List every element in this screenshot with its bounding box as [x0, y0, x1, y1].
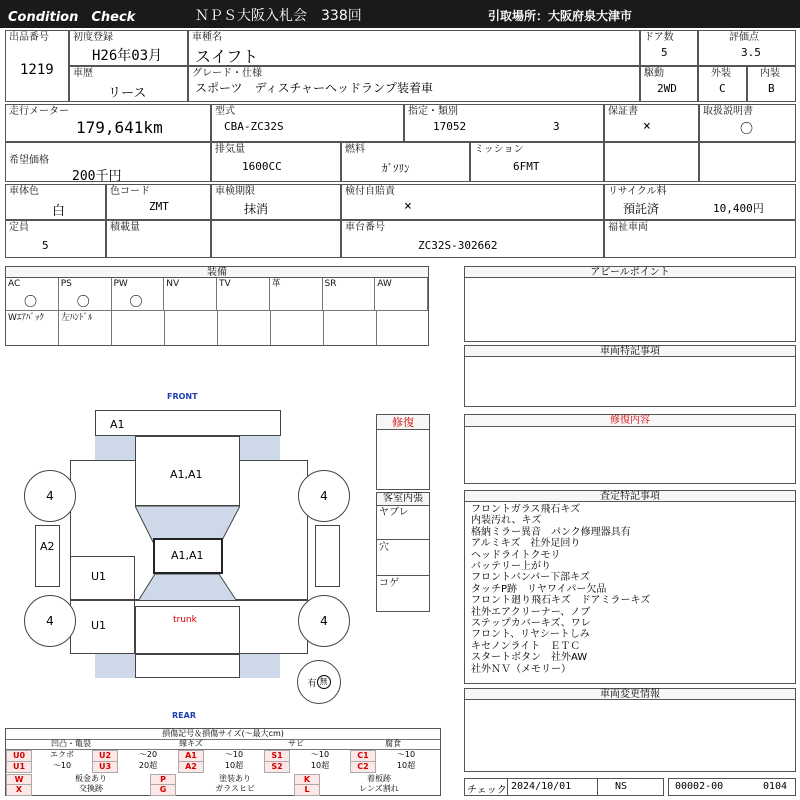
tire-front-left: 4 — [24, 470, 76, 522]
change-info-title: 車両変更情報 — [465, 689, 795, 700]
hood-mark: A1 — [110, 418, 125, 431]
rear-right-quarter-blue — [240, 654, 280, 678]
legend-meaning: 交換跡 — [79, 784, 103, 793]
footer-number: 0104 — [763, 781, 788, 792]
recycle-label: リサイクル料 — [608, 186, 667, 197]
footer-code-value: 00002-00 — [675, 781, 724, 792]
score-label: 評価点 — [729, 32, 759, 43]
inspection-cell — [211, 184, 341, 220]
inspection-notes-panel — [464, 490, 796, 684]
odometer-label: 走行メーター — [9, 106, 69, 117]
displacement-value: 1600CC — [242, 160, 282, 173]
equipment-cell-2 — [59, 278, 112, 311]
inspection-note-line: フロントバンパー下部キズ — [471, 572, 590, 584]
legend-code: S1 — [264, 750, 290, 762]
footer-check — [464, 778, 664, 796]
exterior-value: C — [719, 82, 726, 95]
cabin-item-hole: 穴 — [379, 542, 389, 553]
exterior-label: 外装 — [711, 68, 731, 79]
chassis-cell — [341, 220, 604, 258]
equipment-cell-7 — [323, 278, 376, 311]
date-divider — [597, 779, 598, 795]
equipment-col-value: 〇 — [24, 295, 38, 310]
legend-code: L — [294, 784, 320, 796]
equipment-extra-label: 左ﾊﾝﾄﾞﾙ — [61, 313, 93, 323]
trunk-panel — [135, 606, 240, 654]
color-code-label: 色コード — [110, 186, 150, 197]
legend-code: U2 — [92, 750, 118, 762]
fuel-label: 燃料 — [345, 144, 365, 155]
special-title: 車両特記事項 — [465, 346, 795, 357]
rear-left-quarter-mark: U1 — [91, 619, 107, 632]
legend-panel — [5, 728, 441, 796]
exterior-cell — [698, 66, 747, 102]
legend-groups — [6, 739, 440, 749]
recycle-status: 預託済 — [623, 202, 660, 216]
inspection-note-line: ステップカバーキズ、ワレ — [471, 618, 591, 629]
legend-group-label: 線キズ — [136, 739, 246, 750]
equipment-extra-cell-5 — [218, 311, 271, 345]
equipment-extra-label: Wｴｱﾊﾞｯｸ — [8, 313, 44, 323]
legend-meaning: ガラスヒビ — [215, 784, 255, 793]
equipment-cell-6 — [270, 278, 323, 311]
equipment-extra-cell-2 — [59, 311, 112, 345]
left-side-panel — [35, 525, 60, 587]
legend-title: 損傷記号＆損傷サイズ(～最大cm) — [6, 729, 440, 740]
cabin-title: 客室内張 — [377, 493, 429, 506]
load-label: 積載量 — [110, 222, 140, 233]
equipment-cell-4 — [164, 278, 217, 311]
rear-label: REAR — [172, 711, 196, 720]
odometer-value: 179,641km — [76, 118, 163, 137]
blank-cell-b — [699, 142, 796, 182]
equipment-cell-1 — [6, 278, 59, 311]
doors-label: ドア数 — [644, 32, 674, 43]
change-info-panel — [464, 688, 796, 772]
repair-detail-title: 修復内容 — [465, 415, 795, 427]
inspection-note-line: アルミキズ 社外足回り — [471, 538, 581, 550]
legend-meaning: エクボ — [50, 750, 74, 759]
legend-code: A1 — [178, 750, 204, 762]
transmission-cell — [470, 142, 604, 182]
legend-meaning: 10超 — [310, 761, 330, 770]
interior-value: B — [768, 82, 775, 95]
first-registration-value: H26年03月 — [92, 48, 163, 64]
legend-meaning: 10超 — [224, 761, 244, 770]
liability-label: 検付自賠責 — [345, 186, 395, 197]
model-name-value: スイフト — [195, 47, 259, 66]
designation-label: 指定・類別 — [408, 106, 458, 117]
check-date: 2024/10/01 — [511, 781, 572, 792]
drive-label: 駆動 — [644, 68, 664, 79]
warranty-value: × — [643, 119, 651, 134]
equipment-extra-cell-3 — [112, 311, 165, 345]
pickup-location: 引取場所：大阪府泉大津市 — [488, 9, 633, 23]
legend-meaning: ～10 — [224, 750, 244, 759]
legend-meaning: ～10 — [310, 750, 330, 759]
equipment-col-value: 〇 — [76, 295, 90, 310]
legend-meaning: ～20 — [138, 750, 158, 759]
drive-cell — [640, 66, 698, 102]
legend-meaning: 板金あり — [75, 774, 107, 783]
warranty-label: 保証書 — [608, 106, 638, 117]
grade-value: スポーツ ディスチャーヘッドランプ装着車 — [195, 81, 433, 95]
legend-meaning: レンズ割れ — [359, 784, 399, 793]
inspection-notes-title: 査定特記事項 — [465, 491, 795, 502]
class-value: 3 — [553, 120, 560, 133]
special-panel — [464, 345, 796, 407]
equipment-col-label: SR — [324, 279, 337, 289]
grade-cell — [188, 66, 640, 102]
fuel-value: ｶﾞｿﾘﾝ — [382, 162, 410, 175]
first-registration-cell — [69, 30, 188, 66]
equipment-col-label: NV — [166, 279, 180, 289]
legend-rows — [6, 749, 440, 795]
manual-value: 〇 — [740, 122, 754, 137]
grade-label: グレード・仕様 — [192, 68, 262, 79]
legend-code: U1 — [6, 761, 32, 773]
inspection-note-line: キセノンライト ＥＴＣ — [471, 640, 581, 652]
repair-box — [376, 414, 430, 490]
transmission-label: ミッション — [474, 144, 524, 155]
equipment-title: 装備 — [6, 267, 428, 278]
left-side-mark: A2 — [40, 540, 55, 553]
car-diagram — [0, 380, 440, 725]
inspection-note-line: スタートボタン 社外AW — [471, 652, 588, 664]
inspection-note-line: フロントガラス飛石キズ — [471, 504, 581, 515]
lot-number-cell — [5, 30, 69, 102]
spare-label: 有 — [307, 678, 317, 689]
color-code-value: ZMT — [149, 200, 169, 213]
header-bar — [0, 0, 800, 28]
body-color-cell — [5, 184, 106, 220]
displacement-label: 排気量 — [215, 144, 245, 155]
blank-cell-a — [604, 142, 699, 182]
model-code-label: 型式 — [215, 106, 235, 117]
equipment-col-label: AC — [8, 279, 21, 289]
repair-title: 修復 — [377, 415, 429, 430]
transmission-value: 6FMT — [513, 160, 540, 173]
recycle-amount: 10,400円 — [713, 202, 764, 215]
legend-code: U3 — [92, 761, 118, 773]
equipment-grid — [6, 278, 428, 345]
liability-value: × — [404, 199, 412, 214]
equipment-extra-cell-7 — [324, 311, 377, 345]
cabin-item-burn: コゲ — [379, 578, 399, 589]
front-mid-mark: A1,A1 — [170, 468, 203, 481]
appeal-panel — [464, 266, 796, 342]
drive-value: 2WD — [657, 82, 677, 95]
fuel-cell — [341, 142, 470, 182]
price-value: 200千円 — [72, 169, 122, 184]
rear-left-quarter-blue — [95, 654, 135, 678]
interior-cell — [747, 66, 796, 102]
cabin-box — [376, 492, 430, 612]
recycle-cell — [604, 184, 796, 220]
roof-mark: A1,A1 — [171, 549, 204, 562]
legend-meaning: 着板跡 — [367, 774, 391, 783]
equipment-cell-3 — [112, 278, 165, 311]
equipment-col-label: PW — [113, 279, 128, 289]
legend-group-label: 凹凸・亀裂 — [6, 739, 136, 750]
color-code-cell — [106, 184, 211, 220]
equipment-cell-5 — [217, 278, 270, 311]
capacity-cell — [5, 220, 106, 258]
front-right-fender-blue — [240, 436, 280, 460]
liability-cell — [341, 184, 604, 220]
legend-group-label: サビ — [246, 739, 346, 750]
model-name-label: 車種名 — [192, 32, 222, 43]
history-label: 車歴 — [73, 68, 93, 79]
legend-code: A2 — [178, 761, 204, 773]
rear-left-door-mark: U1 — [91, 570, 107, 583]
lot-number-value: 1219 — [20, 62, 54, 78]
manual-label: 取扱説明書 — [703, 106, 753, 117]
inspection-note-line: タッチP跡 リヤワイパー欠品 — [471, 583, 607, 595]
tire-rear-left: 4 — [24, 595, 76, 647]
legend-meaning: 20超 — [138, 761, 158, 770]
equipment-extra-cell-6 — [271, 311, 324, 345]
right-side-panel — [315, 525, 340, 587]
inspection-note-line: 社外エアクリーナー、ノブ — [471, 606, 591, 618]
doors-cell — [640, 30, 698, 66]
lot-number-label: 出品番号 — [9, 32, 49, 43]
inspection-note-line: バッテリー上がり — [471, 561, 551, 572]
tire-rear-right: 4 — [298, 595, 350, 647]
auction-title: ＮＰＳ大阪入札会 338回 — [195, 8, 362, 24]
capacity-label: 定員 — [9, 222, 29, 233]
legend-code: W — [6, 774, 32, 786]
inspection-label: 車検期限 — [215, 186, 255, 197]
welfare-label: 福祉車両 — [608, 222, 648, 233]
inspection-notes-list — [471, 504, 791, 680]
equipment-cell-8 — [375, 278, 428, 311]
load-cell — [106, 220, 211, 258]
capacity-value: 5 — [42, 239, 49, 252]
body-color-value: 白 — [52, 204, 66, 219]
designation-value: 17052 — [433, 120, 467, 133]
legend-code: C2 — [350, 761, 376, 773]
history-value: リース — [108, 86, 147, 101]
legend-code: C1 — [350, 750, 376, 762]
chassis-label: 車台番号 — [345, 222, 385, 233]
legend-meaning: ～10 — [396, 750, 416, 759]
cabin-divider-2 — [377, 575, 429, 576]
history-cell — [69, 66, 188, 102]
cabin-item-tear: ヤブレ — [379, 507, 409, 518]
inspection-note-line: ヘッドライトクモリ — [471, 549, 561, 561]
legend-code: U0 — [6, 750, 32, 762]
repair-detail-panel — [464, 414, 796, 484]
front-label: FRONT — [167, 392, 198, 401]
inspection-value: 抹消 — [244, 202, 269, 216]
inspection-note-line: フロント、リヤシートしみ — [471, 629, 590, 641]
warranty-cell — [604, 104, 699, 142]
appeal-title: アピールポイント — [465, 267, 795, 278]
rear-bumper-panel — [135, 654, 240, 678]
score-cell — [698, 30, 796, 66]
welfare-cell — [604, 220, 796, 258]
price-label: 希望価格 — [9, 155, 49, 166]
displacement-cell — [211, 142, 341, 182]
model-code-value: CBA-ZC32S — [224, 120, 284, 133]
odometer-cell — [5, 104, 211, 142]
check-label: チェック — [467, 785, 507, 796]
chassis-value: ZC32S-302662 — [418, 239, 498, 252]
check-divider — [507, 779, 508, 795]
equipment-col-label: 革 — [271, 279, 281, 289]
legend-group-label: 腐食 — [346, 739, 440, 750]
designation-cell — [404, 104, 604, 142]
manual-cell — [699, 104, 796, 142]
legend-code: P — [150, 774, 176, 786]
equipment-col-label: PS — [60, 279, 72, 289]
price-cell — [5, 142, 211, 182]
legend-code: S2 — [264, 761, 290, 773]
spare-mark: 無 — [317, 675, 331, 689]
equipment-col-label: TV — [219, 279, 231, 289]
legend-code: X — [6, 784, 32, 796]
equipment-extra-cell-1 — [6, 311, 59, 345]
tire-front-right: 4 — [298, 470, 350, 522]
model-code-cell — [211, 104, 404, 142]
legend-meaning: 塗装あり — [219, 774, 251, 783]
equipment-col-value: 〇 — [129, 295, 143, 310]
footer-code — [668, 778, 796, 796]
legend-code: G — [150, 784, 176, 796]
legend-code: K — [294, 774, 320, 786]
legend-meaning: 10超 — [396, 761, 416, 770]
score-value: 3.5 — [741, 46, 761, 59]
inspection-note-line: 格納ミラー異音 パンク修理器具有 — [471, 526, 631, 538]
inspection-note-line: 内装汚れ、キズ — [471, 515, 542, 527]
brand-title: Condition Check — [8, 10, 136, 25]
trunk-label: trunk — [173, 615, 197, 625]
equipment-col-label: AW — [377, 279, 392, 289]
cabin-divider-1 — [377, 539, 429, 540]
equipment-panel — [5, 266, 429, 346]
legend-meaning: ～10 — [52, 761, 72, 770]
first-registration-label: 初度登録 — [73, 32, 113, 43]
model-name-cell — [188, 30, 640, 66]
checker-initials: NS — [615, 781, 628, 792]
inspection-note-line: 社外ＮＶ（メモリー） — [471, 663, 571, 675]
body-color-label: 車体色 — [9, 186, 39, 197]
doors-value: 5 — [661, 46, 668, 59]
front-left-fender-blue — [95, 436, 135, 460]
chassis-spacer-cell — [211, 220, 341, 258]
inspection-note-line: フロント廻り飛石キズ ドアミラーキズ — [471, 595, 651, 607]
spare-tire — [297, 660, 341, 704]
equipment-extra-cell-4 — [165, 311, 218, 345]
interior-label: 内装 — [760, 68, 780, 79]
